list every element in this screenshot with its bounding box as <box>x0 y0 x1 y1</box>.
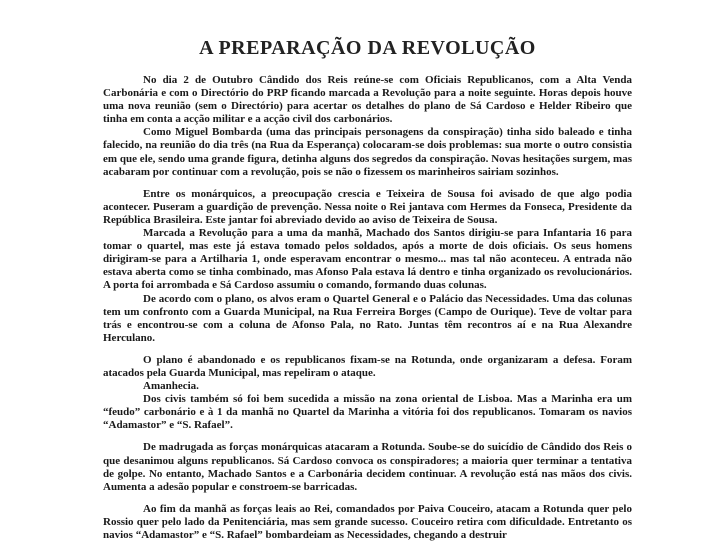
paragraph: De acordo com o plano, os alvos eram o Quartel General e o Palácio das Necessidades. Uma das colunas tem um confronto com a Guarda Municipal, na Rua Ferreira Borges (Campo de Ourique). Teve de voltar para trás e encontrou-se com a coluna de Afonso Pala, no Rato. Juntas têm recontros aí e na Rua Alexandre Herculano. <box>103 292 632 344</box>
paragraph: Ao fim da manhã as forças leais ao Rei, comandados por Paiva Couceiro, atacam a Rotunda quer pelo Rossio quer pelo lado da Penitenciária, mas sem grande sucesso. Couceiro retira com dificuldade. Entretanto os navios “Adamastor” e “S. Rafael” bombardeiam as Necessidades, chegando a destruir <box>103 502 632 541</box>
paragraph: Dos civis também só foi bem sucedida a missão na zona oriental de Lisboa. Mas a Marinha era um “feudo” carbonário e à 1 da manhã no Quartel da Marinha a vitória foi dos republicanos. Tomaram os navios “Adamastor” e “S. Rafael”. <box>103 393 632 432</box>
document-body <box>103 74 632 542</box>
paragraph: Entre os monárquicos, a preocupação crescia e Teixeira de Sousa foi avisado de que algo podia acontecer. Puseram a guardição de prevenção. Nessa noite o Rei jantava com Hermes da Fonseca, Presidente da República Brasileira. Este jantar foi abreviado devido ao aviso de Teixeira de Sousa. <box>103 187 632 226</box>
paragraph: Como Miguel Bombarda (uma das principais personagens da conspiração) tinha sido baleado e tinha falecido, na reunião do dia três (na Rua da Esperança) colocaram-se dois problemas: sua morte o outro consistia em que ele, sendo uma grande figura, detinha alguns dos segredos da conspiração. Novas hesitações surgem, mas acabaram por continuar com a revolução, pois se não o fizessem os marinheiros sairiam sozinhos. <box>103 126 632 178</box>
paragraph: O plano é abandonado e os republicanos fixam-se na Rotunda, onde organizaram a defesa. Foram atacados pela Guarda Municipal, mas repeliram o ataque. <box>103 353 632 379</box>
paragraph: No dia 2 de Outubro Cândido dos Reis reúne-se com Oficiais Republicanos, com a Alta Venda Carbonária e com o Directório do PRP ficando marcada a Revolução para a noite seguinte. Horas depois houve uma nova reunião (sem o Directório) para acertar os detalhes do plano de Sá Cardoso e Helder Ribeiro que tinha em conta a acção militar e a acção civil dos carbonários. <box>103 74 632 126</box>
paragraph: Marcada a Revolução para a uma da manhã, Machado dos Santos dirigiu-se para Infantaria 16 para tomar o quartel, mas este já estava tomado pelos soldados, após a morte de dois oficiais. Os seus homens dirigiram-se para a Artilharia 1, onde esperavam encontrar o mesmo... mas tal não aconteceu. A entrada não estava aberta como se tinha combinado, mas Afonso Pala estava lá dentro e tinha organizado os revolucionários. A porta foi arrombada e Sá Cardoso assumiu o comando, formando duas colunas. <box>103 227 632 292</box>
paragraph: De madrugada as forças monárquicas atacaram a Rotunda. Soube-se do suicídio de Cândido dos Reis o que desanimou alguns republicanos. Sá Cardoso convoca os conspiradores; a maioria quer terminar a tentativa de golpe. No entanto, Machado Santos e a Carbonária decidem continuar. A revolução está nas mãos dos civis. Aumenta a adesão popular e constroem-se barricadas. <box>103 441 632 493</box>
page-title: A PREPARAÇÃO DA REVOLUÇÃO <box>199 37 536 59</box>
paragraph: Amanhecia. <box>143 380 199 393</box>
